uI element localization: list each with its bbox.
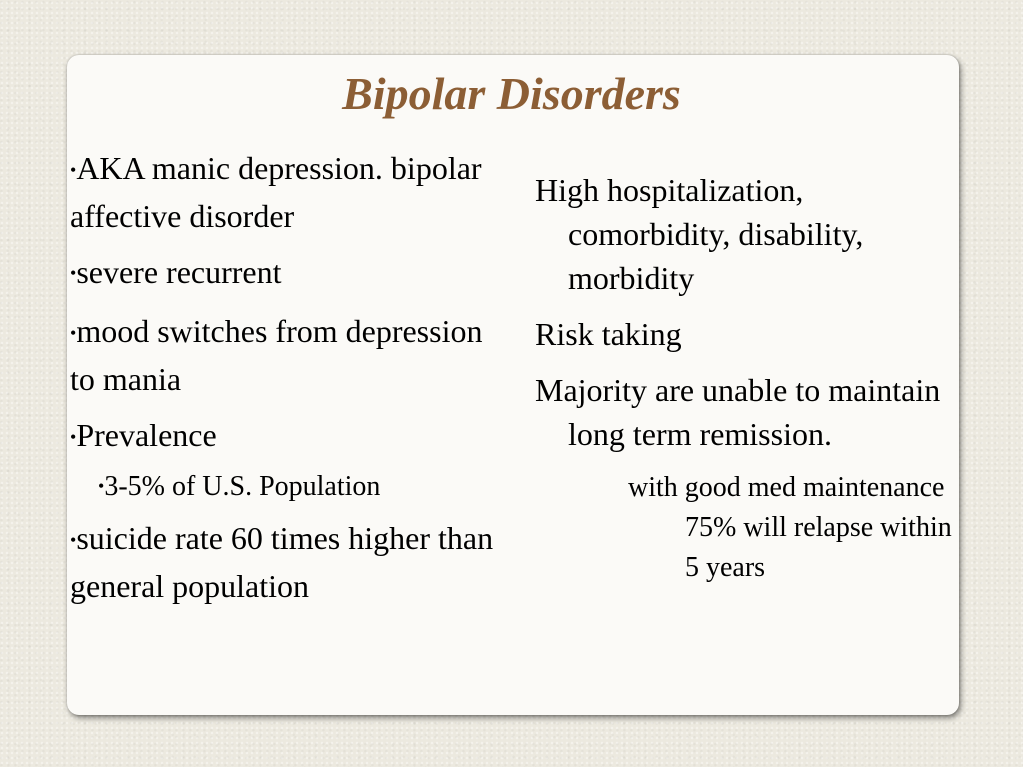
right-column <box>535 168 960 588</box>
bullet-dot-icon: • <box>70 322 77 343</box>
bullet-item <box>70 146 510 238</box>
sub-bullet-item <box>98 469 510 507</box>
bullet-text: severe recurrent <box>76 253 282 290</box>
bullet-dot-icon: • <box>98 476 105 497</box>
bullet-item <box>70 309 510 401</box>
bullet-dot-icon: • <box>70 263 77 284</box>
text-item: Majority are unable to maintain long term remission. <box>535 372 941 452</box>
bullet-item <box>70 250 510 298</box>
bullet-item <box>70 516 510 608</box>
bullet-item <box>70 413 510 461</box>
bullet-text: mood switches from depression to mania <box>70 313 483 397</box>
bullet-dot-icon: • <box>70 426 77 447</box>
bullet-text: Prevalence <box>76 416 217 453</box>
bullet-text: AKA manic depression. bipolar affective disorder <box>70 150 482 234</box>
text-item: Risk taking <box>535 316 682 352</box>
left-column <box>70 146 510 620</box>
bullet-dot-icon: • <box>70 529 77 550</box>
sub-text-item: with good med maintenance 75% will relapse within 5 years <box>628 472 952 583</box>
bullet-text: 3-5% of U.S. Population <box>104 470 381 502</box>
bullet-dot-icon: • <box>70 159 77 180</box>
text-item: High hospitalization, comorbidity, disability, morbidity <box>535 172 864 296</box>
slide-title: Bipolar Disorders <box>342 68 681 119</box>
bullet-text: suicide rate 60 times higher than general population <box>70 520 494 604</box>
